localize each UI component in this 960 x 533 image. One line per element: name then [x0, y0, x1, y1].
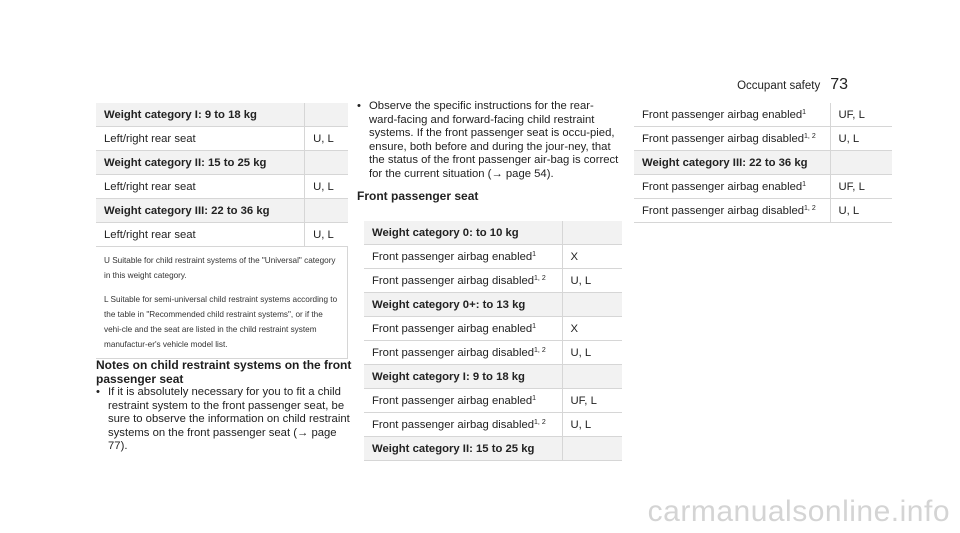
footnote-ref: 1: [532, 394, 537, 402]
seat-label: [634, 199, 830, 223]
suitability-value: [562, 293, 622, 317]
seat-label: [364, 389, 562, 413]
footnote-ref: 1, 2: [804, 132, 816, 140]
suitability-value: U, L: [830, 199, 892, 223]
table-row: [364, 245, 622, 269]
row-label-text: Weight category III: 22 to 36 kg: [642, 156, 808, 169]
weight-category-row: [364, 293, 622, 317]
notes-bullet: • If it is absolutely necessary for you to fit a child restraint system to the front passenger seat, be sure to observe the information on child restraint systems on the front passenger seat (→ page 77).: [96, 386, 356, 454]
section-title: Occupant safety: [737, 80, 821, 92]
row-label-text: Front passenger airbag enabled: [642, 180, 803, 193]
table-row: [364, 341, 622, 365]
row-label-text: Front passenger airbag enabled: [642, 108, 803, 121]
row-label-text: Front passenger airbag enabled: [372, 394, 533, 407]
footnote-ref: 1, 2: [534, 274, 546, 282]
suitability-value: UF, L: [562, 389, 622, 413]
weight-category-row: [634, 151, 892, 175]
row-label-text: Front passenger airbag disabled: [372, 346, 535, 359]
category-label: [634, 151, 830, 175]
row-label-text: Weight category III: 22 to 36 kg: [104, 204, 270, 217]
notes-body: [96, 386, 356, 454]
notes-heading: Notes on child restraint systems on the front passenger seat: [96, 358, 352, 386]
category-label: [96, 103, 305, 127]
weight-category-row: [96, 151, 348, 175]
table-row: [96, 127, 348, 151]
seat-label: [634, 127, 830, 151]
seat-label: [364, 341, 562, 365]
page-number: 73: [830, 76, 848, 93]
row-label-text: Weight category II: 15 to 25 kg: [372, 442, 535, 455]
footnote-ref: 1, 2: [804, 204, 816, 212]
seat-label: [96, 223, 305, 247]
row-label-text: Weight category II: 15 to 25 kg: [104, 156, 267, 169]
seat-label: [364, 317, 562, 341]
table-row: [96, 175, 348, 199]
seat-label: [96, 127, 305, 151]
seat-label: [634, 103, 830, 127]
category-label: [96, 199, 305, 223]
middle-weight-table: [364, 221, 622, 461]
table-row: [634, 199, 892, 223]
table-row: [96, 223, 348, 247]
page-header: [737, 76, 848, 94]
table-row: [634, 175, 892, 199]
category-label: [364, 221, 562, 245]
middle-column: [357, 100, 622, 207]
suitability-value: [562, 437, 622, 461]
row-label-text: Weight category I: 9 to 18 kg: [372, 370, 525, 383]
right-weight-table: [634, 103, 892, 223]
footnote-ref: 1, 2: [534, 418, 546, 426]
seat-label: [634, 175, 830, 199]
middle-bullet: • Observe the specific instructions for the rear-ward-facing and forward-facing child restraint systems. If the front passenger seat is occu-pied, ensure, both before and during the jour-ney, that the status of the front passenger air-bag is correct for the current situation (→ page 54).: [357, 100, 622, 182]
footnote-ref: 1: [802, 180, 807, 188]
weight-category-row: [96, 199, 348, 223]
suitability-value: [562, 221, 622, 245]
row-label-text: Left/right rear seat: [104, 180, 196, 193]
table-row: [364, 317, 622, 341]
table-row: [634, 103, 892, 127]
suitability-value: X: [562, 317, 622, 341]
suitability-value: [305, 103, 348, 127]
category-label: [96, 151, 305, 175]
suitability-value: UF, L: [830, 103, 892, 127]
seat-label: [364, 245, 562, 269]
suitability-value: U, L: [305, 175, 348, 199]
watermark: carmanualsonline.info: [647, 495, 950, 528]
row-label-text: Front passenger airbag disabled: [642, 132, 805, 145]
row-label-text: Left/right rear seat: [104, 132, 196, 145]
category-label: [364, 365, 562, 389]
table-row: [364, 413, 622, 437]
row-label-text: Front passenger airbag disabled: [372, 274, 535, 287]
footnote-ref: 1, 2: [534, 346, 546, 354]
suitability-value: UF, L: [830, 175, 892, 199]
table-row: [634, 127, 892, 151]
category-label: [364, 437, 562, 461]
row-label-text: Front passenger airbag enabled: [372, 250, 533, 263]
footnote-u: U Suitable for child restraint systems of the "Universal" category in this weight category.: [104, 256, 336, 280]
footnote-ref: 1: [532, 322, 537, 330]
row-label-text: Front passenger airbag disabled: [642, 204, 805, 217]
suitability-value: U, L: [305, 223, 348, 247]
suitability-value: [305, 151, 348, 175]
suitability-value: [562, 365, 622, 389]
footnote-l: L Suitable for semi-universal child restraint systems according to the table in "Recommended child restraint systems", or if the vehi-cle and the seat are listed in the child restraint system manufactur-er's vehicle model list.: [104, 295, 338, 349]
row-label-text: Weight category I: 9 to 18 kg: [104, 108, 257, 121]
weight-category-row: [364, 437, 622, 461]
suitability-value: U, L: [562, 269, 622, 293]
row-label-text: Front passenger airbag disabled: [372, 418, 535, 431]
table-row: [364, 389, 622, 413]
suitability-value: U, L: [562, 341, 622, 365]
row-label-text: Weight category 0+: to 13 kg: [372, 298, 526, 311]
suitability-value: [830, 151, 892, 175]
seat-label: [364, 269, 562, 293]
suitability-value: U, L: [305, 127, 348, 151]
table-row: [364, 269, 622, 293]
left-weight-table: [96, 103, 348, 359]
suitability-value: U, L: [562, 413, 622, 437]
suitability-value: [305, 199, 348, 223]
seat-label: [96, 175, 305, 199]
weight-category-row: [96, 103, 348, 127]
category-label: [364, 293, 562, 317]
row-label-text: Front passenger airbag enabled: [372, 322, 533, 335]
footnote-row: [96, 247, 348, 359]
row-label-text: Weight category 0: to 10 kg: [372, 226, 519, 239]
footnote-ref: 1: [532, 250, 537, 258]
weight-category-row: [364, 221, 622, 245]
footnote-ref: 1: [802, 108, 807, 116]
suitability-value: X: [562, 245, 622, 269]
row-label-text: Left/right rear seat: [104, 228, 196, 241]
seat-label: [364, 413, 562, 437]
front-passenger-heading: Front passenger seat: [357, 188, 479, 203]
weight-category-row: [364, 365, 622, 389]
suitability-value: U, L: [830, 127, 892, 151]
